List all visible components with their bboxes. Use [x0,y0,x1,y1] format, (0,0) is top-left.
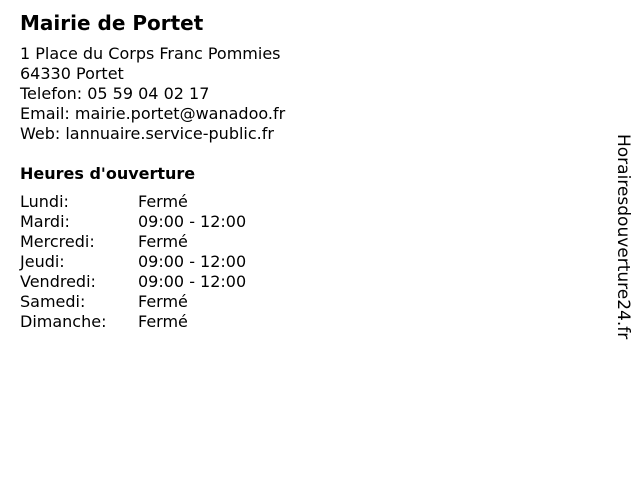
place-card [20,10,580,332]
day-label: Jeudi: [20,252,65,271]
opening-hours-list [20,192,580,332]
site-brand-vertical: Horairesdouverture24.fr [613,134,633,340]
contact-block [20,44,580,144]
day-label: Vendredi: [20,272,96,291]
day-label: Mardi: [20,212,70,231]
day-label: Dimanche: [20,312,107,331]
phone-text: Telefon: 05 59 04 02 17 [20,84,210,103]
website-text: Web: lannuaire.service-public.fr [20,124,274,143]
hours-heading: Heures d'ouverture [20,164,196,183]
hours-row-lundi [20,192,580,212]
hours-value: 09:00 - 12:00 [138,252,247,271]
hours-value: Fermé [138,312,188,331]
hours-value: Fermé [138,232,188,251]
address-line-2: 64330 Portet [20,64,124,83]
hours-row-mardi [20,212,580,232]
hours-value: 09:00 - 12:00 [138,272,247,291]
hours-value: Fermé [138,192,188,211]
hours-row-vendredi [20,272,580,292]
day-label: Mercredi: [20,232,95,251]
hours-row-dimanche [20,312,580,332]
hours-row-samedi [20,292,580,312]
day-label: Lundi: [20,192,69,211]
hours-value: Fermé [138,292,188,311]
hours-row-mercredi [20,232,580,252]
place-title: Mairie de Portet [20,11,204,35]
hours-row-jeudi [20,252,580,272]
email-text: Email: mairie.portet@wanadoo.fr [20,104,286,123]
day-label: Samedi: [20,292,86,311]
address-line-1: 1 Place du Corps Franc Pommies [20,44,281,63]
hours-value: 09:00 - 12:00 [138,212,247,231]
